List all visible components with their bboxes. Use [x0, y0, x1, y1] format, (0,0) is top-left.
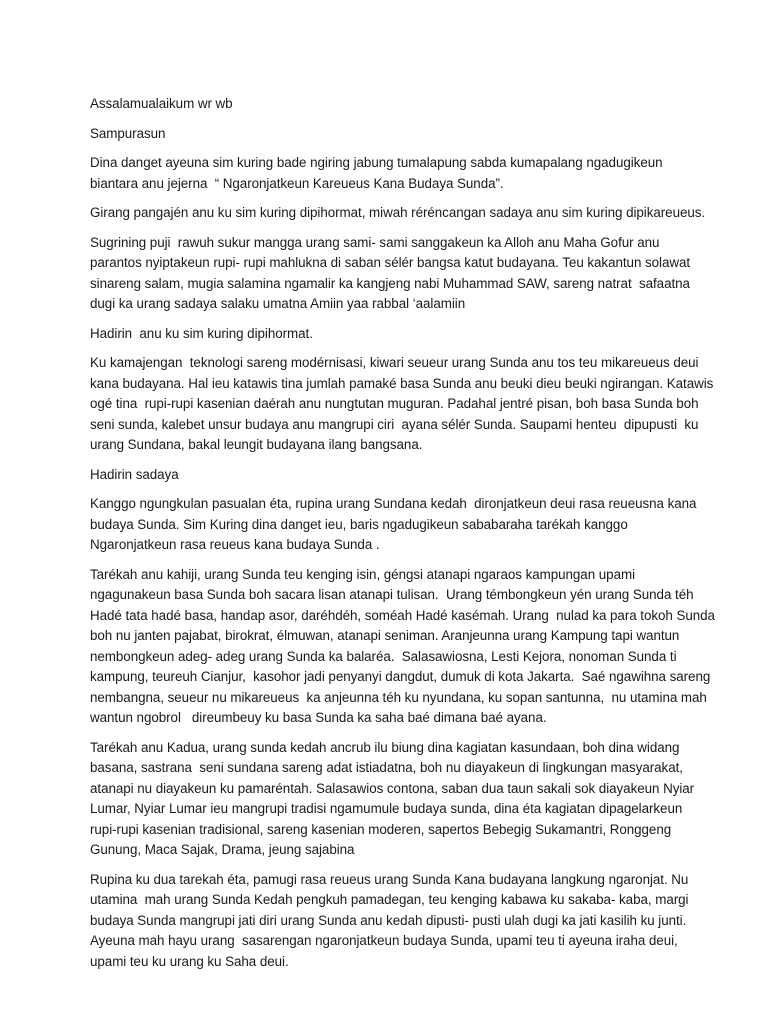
body-paragraph — [90, 203, 706, 224]
text-line: Ngaronjatkeun rasa reueus kana budaya Sunda . — [90, 537, 380, 552]
text-line: atanapi nu diayakeun ku pamaréntah. Salasawios contona, saban dua taun sakali sok diayakeun Nyiar — [90, 780, 695, 796]
text-line: kana budayana. Hal ieu katawis tina jumlah pamaké basa Sunda anu beuki dieu beuki ngirangan. Katawis — [90, 375, 714, 391]
text-line: boh nu janten pajabat, birokrat, élmuwan, atanapi seniman. Aranjeunna urang Kampung tapi wantun — [90, 628, 680, 643]
body-paragraph — [90, 465, 690, 486]
text-line: biantara anu jejerna “ Ngaronjatkeun Kareueus Kana Budaya Sunda”. — [90, 175, 504, 191]
body-paragraph — [90, 870, 690, 973]
document-body — [90, 94, 715, 981]
text-line: Tarékah anu Kadua, urang sunda kedah ancrub ilu biung dina kagiatan kasundaan, boh dina widang — [90, 739, 680, 755]
text-line: Ku kamajengan teknologi sareng modérnisasi, kiwari seueur urang Sunda anu tos teu mikareueus deui — [90, 355, 699, 370]
text-line: Kanggo ngungkulan pasualan éta, rupina urang Sundana kedah dironjatkeun deui rasa reueusna kana — [90, 496, 697, 511]
text-line: kampung, teureuh Cianjur, kasohor jadi penyanyi dangdut, dumuk di kota Jakarta. Saé ngawihna sareng — [90, 669, 711, 684]
body-paragraph — [90, 738, 695, 861]
text-line: nembangna, seueur nu mikareueus ka anjeunna téh ku nyundana, ku sopan santunna, nu utamina mah — [90, 689, 707, 705]
text-line: Rupina ku dua tarekah éta, pamugi rasa reueus urang Sunda Kana budayana langkung ngaronjat. Nu — [90, 871, 689, 887]
text-line: Sampurasun — [90, 125, 166, 141]
text-line: Sugrining puji rawuh sukur mangga urang sami- sami sanggakeun ka Alloh anu Maha Gofur anu — [90, 234, 660, 250]
text-line: parantos nyiptakeun rupi- rupi mahlukna di saban sélér bangsa katut budayana. Teu kakantun solawat — [90, 255, 691, 270]
text-line: sinareng salam, mugia salamina ngamalir ka kangjeng nabi Muhammad SAW, sareng natrat safaatna — [90, 275, 690, 291]
body-paragraph — [90, 233, 690, 315]
text-line: seni sunda, kalebet unsur budaya anu mangrupi ciri ayana sélér Sunda. Saupami henteu dipupusti ku — [90, 416, 699, 432]
text-line: ngagunakeun basa Sunda boh sacara lisan atanapi tulisan. Urang témbongkeun yén urang Sunda téh — [90, 587, 694, 602]
body-paragraph — [90, 124, 690, 145]
text-line: budaya Sunda. Sim Kuring dina danget ieu, baris ngadugikeun sababaraha tarékah kanggo — [90, 516, 628, 532]
text-line: nembongkeun adeg- adeg urang Sunda ka balaréa. Salasawiosna, Lesti Kejora, nonoman Sunda ti — [90, 648, 677, 664]
text-line: budaya Sunda mangrupi jati diri urang Sunda anu kedah dipusti- pusti ulah dugi ka jati kasilih ku junti. — [90, 912, 687, 928]
text-line: upami teu ku urang ku Saha deui. — [90, 953, 289, 969]
text-line: Ayeuna mah hayu urang sasarengan ngaronjatkeun budaya Sunda, upami teu ti ayeuna iraha deui, — [90, 933, 678, 948]
text-line: Dina danget ayeuna sim kuring bade ngiring jabung tumalapung sabda kumapalang ngadugikeun — [90, 155, 663, 170]
body-paragraph — [90, 324, 690, 345]
body-paragraph — [90, 565, 715, 729]
text-line: Hadirin sadaya — [90, 466, 179, 482]
text-line: Hadé tata hadé basa, handap asor, daréhdéh, soméah Hadé kasémah. Urang nulad ka para tokoh Sunda — [90, 607, 715, 623]
text-line: basana, sastrana seni sundana sareng adat istiadatna, boh nu diayakeun di lingkungan masyarakat, — [90, 760, 683, 775]
text-line: Lumar, Nyiar Lumar ieu mangrupi tradisi ngamumule budaya sunda, dina éta kagiatan dipagelarkeun — [90, 801, 683, 816]
greeting-paragraph — [90, 94, 690, 115]
text-line: Assalamualaikum wr wb — [90, 96, 233, 111]
text-line: Girang pangajén anu ku sim kuring dipihormat, miwah réréncangan sadaya anu sim kuring dipikareueus. — [90, 205, 706, 220]
body-paragraph — [90, 494, 697, 556]
text-line: Hadirin anu ku sim kuring dipihormat. — [90, 325, 313, 341]
text-line: Gunung, Maca Sajak, Drama, jeung sajabina — [90, 842, 355, 857]
text-line: dugi ka urang sadaya salaku umatna Amiin yaa rabbal ‘aalamiin — [90, 296, 466, 311]
text-line: ogé tina rupi-rupi kasenian daérah anu nungtutan muguran. Padahal jentré pisan, boh basa Sunda boh — [90, 396, 699, 411]
body-paragraph — [90, 153, 690, 194]
body-paragraph — [90, 353, 714, 456]
text-line: wantun ngobrol direumbeuy ku basa Sunda ka saha baé dimana baé ayana. — [90, 710, 547, 725]
text-line: Tarékah anu kahiji, urang Sunda teu kenging isin, géngsi atanapi ngaraos kampungan upami — [90, 566, 635, 582]
text-line: utamina mah urang Sunda Kedah pengkuh pamadegan, teu kenging kabawa ku sakaba- kaba, margi — [90, 892, 689, 907]
text-line: urang Sundana, bakal leungit budayana ilang bangsana. — [90, 437, 423, 452]
text-line: rupi-rupi kasenian tradisional, sareng kasenian moderen, sapertos Bebegig Sukamantri, Ronggeng — [90, 821, 672, 837]
